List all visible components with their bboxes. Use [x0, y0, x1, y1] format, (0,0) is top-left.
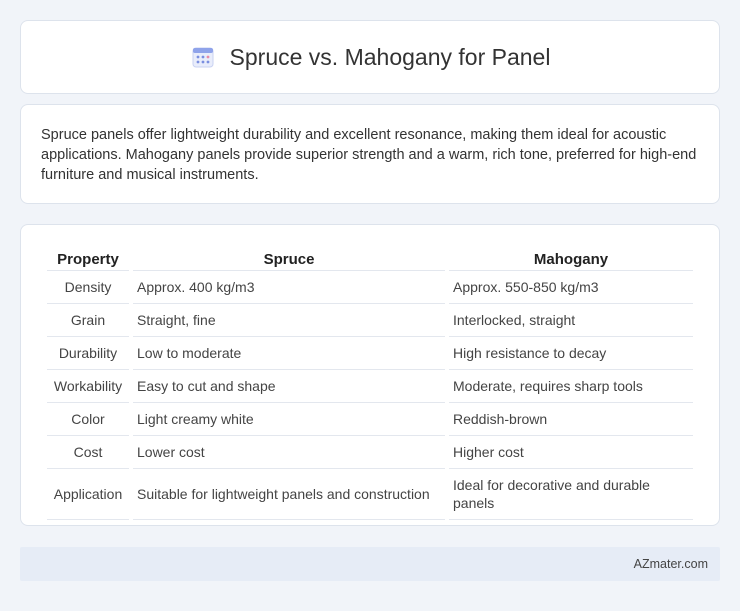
table-row — [47, 436, 693, 469]
property-cell: Durability — [47, 337, 129, 370]
table-header-row — [47, 247, 693, 271]
spruce-cell: Light creamy white — [133, 403, 445, 436]
mahogany-cell: Reddish-brown — [449, 403, 693, 436]
comparison-table — [43, 247, 697, 520]
title-wrap — [190, 44, 551, 71]
summary-text: Spruce panels offer lightweight durability and excellent resonance, making them ideal for acoustic applications. Mahogany panels provide superior strength and a warm, rich tone, preferred for high-end furniture and musical instruments. — [41, 127, 697, 183]
property-cell: Color — [47, 403, 129, 436]
mahogany-cell: Interlocked, straight — [449, 304, 693, 337]
mahogany-cell: High resistance to decay — [449, 337, 693, 370]
property-cell: Grain — [47, 304, 129, 337]
footer-brand: AZmater.com — [633, 557, 708, 571]
property-cell: Density — [47, 271, 129, 304]
column-header-mahogany: Mahogany — [449, 247, 693, 271]
calendar-grid-icon — [190, 44, 216, 70]
summary-card — [20, 104, 720, 204]
spruce-cell: Approx. 400 kg/m3 — [133, 271, 445, 304]
table-row — [47, 469, 693, 520]
table-row — [47, 337, 693, 370]
spruce-cell: Straight, fine — [133, 304, 445, 337]
mahogany-cell: Moderate, requires sharp tools — [449, 370, 693, 403]
table-row — [47, 271, 693, 304]
table-row — [47, 370, 693, 403]
page-title: Spruce vs. Mahogany for Panel — [229, 43, 551, 70]
spruce-cell: Lower cost — [133, 436, 445, 469]
table-row — [47, 403, 693, 436]
property-cell: Cost — [47, 436, 129, 469]
column-header-spruce: Spruce — [133, 247, 445, 271]
table-card — [20, 224, 720, 526]
spruce-cell: Easy to cut and shape — [133, 370, 445, 403]
table-row — [47, 304, 693, 337]
spruce-cell: Suitable for lightweight panels and construction — [133, 469, 445, 520]
spruce-cell: Low to moderate — [133, 337, 445, 370]
column-header-property: Property — [47, 247, 129, 271]
mahogany-cell: Approx. 550-850 kg/m3 — [449, 271, 693, 304]
mahogany-cell: Higher cost — [449, 436, 693, 469]
property-cell: Application — [47, 469, 129, 520]
title-card — [20, 20, 720, 94]
footer-bar — [20, 547, 720, 581]
property-cell: Workability — [47, 370, 129, 403]
mahogany-cell: Ideal for decorative and durable panels — [449, 469, 693, 520]
